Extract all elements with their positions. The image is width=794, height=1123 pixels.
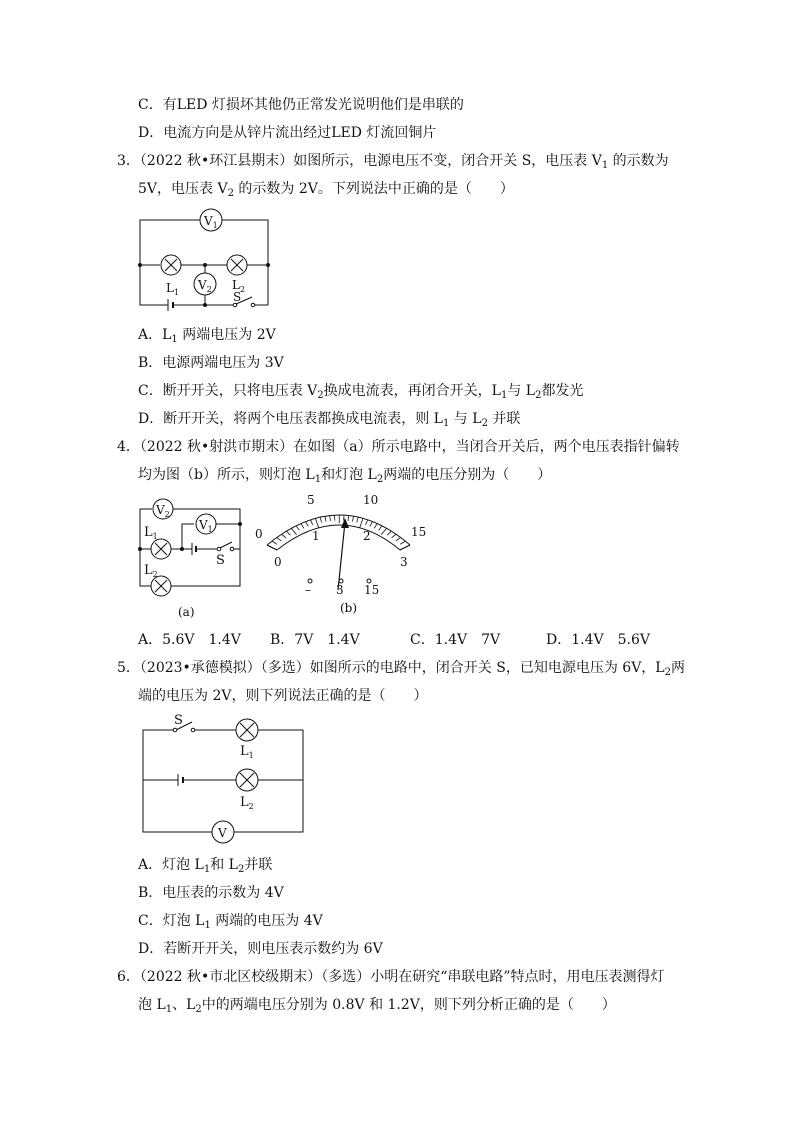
q3-l1-label: $L_1$ bbox=[166, 281, 180, 297]
q5-option-c: C．灯泡 $L_1$ 两端的电压为 4V bbox=[138, 913, 323, 931]
q4-stem-line2: 均为图（b）所示，则灯泡 $L_1$和灯泡 $L_2$两端的电压分别为（ ） bbox=[138, 467, 552, 485]
dial-tick bbox=[381, 528, 386, 534]
dial-tick bbox=[282, 534, 286, 538]
q5-l1-label: $L_1$ bbox=[240, 744, 254, 760]
q5-circuit-diagram bbox=[130, 712, 320, 847]
q3-option-b: B．电源两端电压为 3V bbox=[138, 355, 284, 371]
q4-option-d: D．1.4V 5.6V bbox=[546, 632, 650, 648]
dial-tick bbox=[396, 538, 401, 541]
q2-option-d: D．电流方向是从锌片流出经过LED 灯流回铜片 bbox=[138, 125, 437, 141]
q4a-caption: (a) bbox=[178, 605, 195, 619]
dial-tick bbox=[315, 518, 318, 527]
dial-tick bbox=[325, 516, 326, 521]
dial-tick bbox=[267, 545, 277, 550]
dial-bottom-3: 3 bbox=[400, 555, 408, 569]
q4-option-c: C．1.4V 7V bbox=[410, 632, 501, 648]
dial-tick bbox=[352, 516, 353, 521]
q3-option-c: C．断开开关，只将电压表 $V_2$换成电流表，再闭合开关，$L_1$与 $L_2$都发光 bbox=[138, 383, 584, 401]
q3-v2-label: $V_2$ bbox=[198, 278, 212, 294]
q4a-l2-label: $L_2$ bbox=[144, 563, 158, 579]
dial-tick bbox=[286, 531, 290, 535]
dial-bottom-1: 1 bbox=[312, 529, 320, 543]
q3-l2-label: $L_2$ bbox=[232, 278, 246, 294]
q6-stem-line1: 6．（2022 秋•市北区校级期末）（多选）小明在研究“串联电路”特点时，用电压表测得灯 bbox=[117, 969, 665, 985]
q3-stem-line2: 5V，电压表 $V_2$ 的示数为 2V。下列说法中正确的是（ ） bbox=[138, 181, 514, 199]
q3-switch-label: S bbox=[233, 290, 242, 304]
dial-tick bbox=[357, 517, 358, 522]
q2-option-c: C．有LED 灯损坏其他仍正常发光说明他们是串联的 bbox=[138, 97, 464, 113]
q5-l2-label: $L_2$ bbox=[240, 795, 254, 811]
dial-tick bbox=[360, 518, 363, 527]
dial-top-15: 15 bbox=[411, 525, 427, 539]
q4a-v2-label: $V_2$ bbox=[156, 503, 170, 519]
dial-tick bbox=[366, 520, 368, 525]
dial-tick bbox=[272, 541, 277, 544]
dial-tick bbox=[311, 520, 313, 525]
dial-tick bbox=[392, 534, 396, 538]
q6-stem-line2: 泡 $L_1$、$L_2$中的两端电压分别为 0.8V 和 1.2V，则下列分析正确的是（ ） bbox=[138, 997, 616, 1015]
dial-bottom-2: 2 bbox=[363, 529, 371, 543]
q4-option-a: A．5.6V 1.4V bbox=[138, 632, 241, 648]
q4-circuit-diagram-a bbox=[132, 494, 252, 624]
dial-tick bbox=[296, 526, 299, 531]
dial-tick bbox=[400, 541, 405, 544]
q5-option-d: D．若断开开关，则电压表示数约为 6V bbox=[138, 941, 383, 957]
q4b-caption: (b) bbox=[340, 601, 358, 615]
dial-bottom-0: 0 bbox=[274, 555, 282, 569]
dial-tick bbox=[387, 531, 391, 535]
q4-option-b: B．7V 1.4V bbox=[270, 632, 360, 648]
q3-stem-line1: 3．（2022 秋•环江县期末）如图所示，电源电压不变，闭合开关 S，电压表 $V_1$ 的示数为 bbox=[117, 153, 669, 171]
q4a-l1-label: $L_1$ bbox=[144, 525, 158, 541]
dial-tick bbox=[330, 516, 331, 521]
q4-stem-line1: 4．（2022 秋•射洪市期末）在如图（a）所示电路中，当闭合开关后，两个电压表指针偏转 bbox=[117, 439, 680, 455]
q4a-switch-label: S bbox=[216, 553, 225, 568]
dial-tick bbox=[277, 538, 282, 541]
dial-tick bbox=[301, 524, 304, 529]
q4-voltmeter-dial-b bbox=[250, 490, 440, 620]
q4a-v1-label: $V_1$ bbox=[199, 518, 213, 534]
dial-tick bbox=[400, 545, 410, 550]
dial-top-10: 10 bbox=[363, 493, 379, 507]
q5-option-a: A．灯泡 $L_1$和 $L_2$并联 bbox=[138, 857, 273, 875]
q3-option-a: A．$L_1$ 两端电压为 2V bbox=[138, 327, 276, 345]
dial-tick bbox=[306, 522, 309, 527]
q3-circuit-diagram bbox=[130, 205, 280, 315]
dial-terminal-3: 3 bbox=[336, 583, 344, 597]
dial-tick bbox=[379, 526, 382, 531]
q5-stem-line2: 端的电压为 2V，则下列说法正确的是（ ） bbox=[138, 688, 428, 704]
dial-tick bbox=[374, 524, 377, 529]
q3-v1-label: $V_1$ bbox=[204, 214, 218, 230]
q5-stem-line1: 5．（2023•承德模拟）（多选）如图所示的电路中，闭合开关 S，已知电源电压为 6V，$L_2$两 bbox=[117, 660, 685, 678]
dial-ticks bbox=[267, 515, 410, 550]
dial-tick bbox=[348, 516, 349, 521]
q5-option-b: B．电压表的示数为 4V bbox=[138, 885, 284, 901]
dial-terminal-15: 15 bbox=[364, 583, 380, 597]
q3-option-d: D．断开开关，将两个电压表都换成电流表，则 $L_1$ 与 $L_2$ 并联 bbox=[138, 411, 521, 429]
dial-tick bbox=[320, 517, 321, 522]
dial-tick bbox=[370, 522, 373, 527]
dial-terminal-neg: – bbox=[305, 583, 311, 597]
dial-top-0: 0 bbox=[255, 527, 263, 541]
q5-voltmeter-label: V bbox=[218, 826, 227, 840]
dial-tick bbox=[291, 528, 296, 534]
dial-top-5: 5 bbox=[307, 493, 315, 507]
q5-switch-label: S bbox=[174, 713, 183, 728]
